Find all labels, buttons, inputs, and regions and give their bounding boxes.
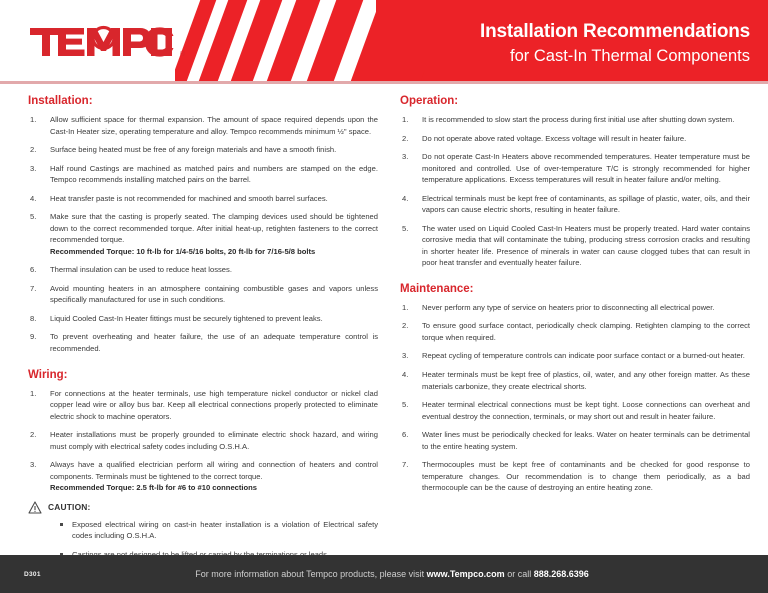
item-text: For connections at the heater terminals, use high temperature nickel conductor or nickel clad copper lead wire or alloy bus bar. Keep all electrical connections properly protected to eliminate electric shock to machine operators. — [50, 388, 378, 421]
item-text: Avoid mounting heaters in an atmosphere containing combustible gases and vapors unless specifically manufactured for use in such conditions. — [50, 283, 378, 305]
page-header — [0, 0, 768, 81]
tempco-logo — [28, 22, 185, 62]
item-text: Allow sufficient space for thermal expansion. The amount of space required depends upon the Cast-In Heater size, operating temperature and alloy. Tempco recommends minimum ½" space. — [50, 115, 378, 136]
wiring-list — [28, 388, 378, 494]
item-number: 5. — [402, 400, 409, 410]
item-text: Thermocouples must be kept free of contaminants and be checked for good response to temperature changes. Our recommendation is to change them periodically, as a bad thermocouple can be the cause of destroying an entire heating zone. — [422, 460, 750, 493]
item-text: Heater terminal electrical connections must be kept tight. Loose connections can overheat and eventual destroy the connection, terminals, or may short out and result in heater failure. — [422, 400, 750, 421]
item-text: Do not operate Cast-In Heaters above recommended temperatures. Heater temperature must be monitored and controlled. Use of over-temperature T/C is strongly recommended for higher temperature applications. Excess temperatures will result in heater failure and/or melting. — [422, 152, 750, 185]
item-number: 5. — [402, 223, 409, 233]
item-text: The water used on Liquid Cooled Cast-In Heaters must be properly treated. Hard water contains corrosive media that will contaminate the tubing, producing stress corrosion cracks and resulting in shorter heater life. Presence of minerals in water can cause clogged tubes that can result in poor heat transfer and eventually heater failure. — [422, 223, 750, 268]
list-item — [28, 144, 378, 156]
left-column — [28, 95, 378, 555]
item-number: 2. — [30, 145, 37, 155]
item-text: To ensure good surface contact, periodically check clamping. Retighten clamping to the correct torque when required. — [422, 321, 750, 342]
item-number: 3. — [402, 152, 409, 162]
item-text: It is recommended to slow start the process during first initial use after shutting down system. — [422, 115, 735, 124]
list-item — [28, 283, 378, 306]
item-number: 1. — [30, 115, 37, 124]
document-body — [0, 84, 768, 555]
item-number: 8. — [30, 313, 37, 323]
page-title: Installation Recommendations — [480, 21, 750, 42]
list-item — [28, 388, 378, 423]
item-text: Thermal insulation can be used to reduce heat losses. — [50, 265, 232, 275]
list-item — [28, 211, 378, 257]
item-number: 3. — [30, 460, 37, 470]
page-footer — [0, 555, 768, 593]
list-item — [400, 302, 750, 314]
section-heading-wiring: Wiring: — [28, 368, 68, 381]
list-item — [28, 264, 378, 276]
footer-contact-line — [0, 569, 768, 579]
item-text: Always have a qualified electrician perform all wiring and connection of heaters and control components. Terminals must be tightened to the correct torque. — [50, 460, 378, 481]
tempco-logo-mark — [28, 22, 178, 62]
list-item — [28, 163, 378, 186]
installation-list — [28, 114, 378, 355]
maintenance-list — [400, 302, 750, 494]
item-text: Heat transfer paste is not recommended for machined and smooth barrel surfaces. — [50, 193, 328, 203]
recommended-torque-note: Recommended Torque: 10 ft-lb for 1/4-5/16 bolts, 20 ft-lb for 7/16-5/8 bolts — [50, 246, 316, 256]
header-title-block — [480, 20, 750, 67]
website-link[interactable]: www.Tempco.com — [426, 569, 505, 579]
list-item: Exposed electrical wiring on cast-in heater installation is a violation of Electrical safety codes including O.S.H.A. — [60, 519, 378, 542]
item-text: Electrical terminals must be kept free of contaminants, as spillage of plastic, water, oils, and their vapors can cause electric shorts, resulting in heater failure. — [422, 193, 750, 215]
footer-text-middle: or call — [504, 569, 534, 579]
caution-label: CAUTION: — [48, 502, 91, 513]
item-number: 1. — [30, 388, 37, 398]
section-heading-operation: Operation: — [400, 95, 459, 107]
list-item — [400, 459, 750, 494]
section-heading-installation: Installation: — [28, 95, 93, 107]
caution-header — [28, 501, 378, 514]
list-item — [400, 350, 750, 362]
item-text: Half round Castings are machined as matched pairs and numbers are stamped on the edge. Tempco recommends installing matched pairs on the barrel. — [50, 163, 378, 185]
section-heading-maintenance: Maintenance: — [400, 282, 474, 295]
item-number: 3. — [30, 163, 37, 173]
item-number: 6. — [402, 430, 409, 440]
item-text: Repeat cycling of temperature controls can indicate poor surface contact or a burned-out heater. — [422, 351, 745, 361]
item-number: 7. — [402, 460, 409, 470]
item-number: 7. — [30, 283, 37, 293]
item-number: 3. — [402, 351, 409, 361]
item-number: 4. — [30, 193, 37, 203]
item-number: 2. — [402, 321, 409, 331]
list-item — [400, 193, 750, 216]
list-item — [400, 223, 750, 269]
item-text: Water lines must be periodically checked for leaks. Water on heater terminals can be detrimental to the entire heating system. — [422, 430, 750, 451]
phone-number[interactable]: 888.268.6396 — [533, 569, 589, 579]
item-number: 9. — [30, 332, 37, 342]
item-number: 1. — [402, 302, 409, 312]
item-number: 5. — [30, 212, 37, 222]
diagonal-stripes-decoration — [175, 0, 425, 81]
list-item — [400, 399, 750, 422]
list-item — [400, 133, 750, 145]
list-item — [400, 369, 750, 392]
item-number: 2. — [402, 133, 409, 143]
list-item — [28, 114, 378, 137]
item-text: Never perform any type of service on heaters prior to disconnecting all electrical power. — [422, 302, 715, 312]
item-text: Heater installations must be properly grounded to eliminate electric shock hazard, and wiring must comply with electrical safety codes including O.S.H.A. — [50, 430, 378, 451]
list-item — [28, 429, 378, 452]
item-text: Heater terminals must be kept free of plastics, oil, water, and any other foreign matter. As these materials carbonize, they create electrical shorts. — [422, 369, 750, 391]
item-number: 6. — [30, 265, 37, 275]
recommended-torque-note: Recommended Torque: 2.5 ft-lb for #6 to #10 connections — [50, 483, 258, 493]
item-number: 1. — [402, 115, 409, 124]
list-item — [28, 193, 378, 205]
right-column — [400, 95, 750, 555]
operation-list — [400, 114, 750, 269]
item-number: 2. — [30, 430, 37, 440]
list-item — [28, 331, 378, 354]
item-text: Surface being heated must be free of any foreign materials and have a smooth finish. — [50, 145, 337, 155]
document-code: D301 — [24, 570, 41, 578]
item-text: To prevent overheating and heater failure, the use of an adequate temperature control is recommended. — [50, 332, 378, 353]
item-text: Do not operate above rated voltage. Excess voltage will result in heater failure. — [422, 133, 687, 143]
list-item — [400, 320, 750, 343]
list-item — [400, 151, 750, 186]
item-number: 4. — [402, 369, 409, 379]
warning-triangle-icon — [28, 501, 42, 514]
list-item — [28, 313, 378, 325]
registered-trademark-symbol: ® — [180, 51, 186, 58]
list-item — [400, 429, 750, 452]
footer-text-before: For more information about Tempco products, please visit — [195, 569, 427, 579]
list-item — [28, 459, 378, 494]
item-number: 4. — [402, 193, 409, 203]
item-text: Make sure that the casting is properly seated. The clamping devices used should be tightened down to the correct recommended torque. After initial heat-up, retighten fasteners to the correct recommended torque. — [50, 212, 378, 245]
item-text: Liquid Cooled Cast-In Heater fittings must be securely tightened to prevent leaks. — [50, 313, 323, 323]
list-item — [400, 114, 750, 126]
page-subtitle: for Cast-In Thermal Components — [510, 46, 750, 65]
